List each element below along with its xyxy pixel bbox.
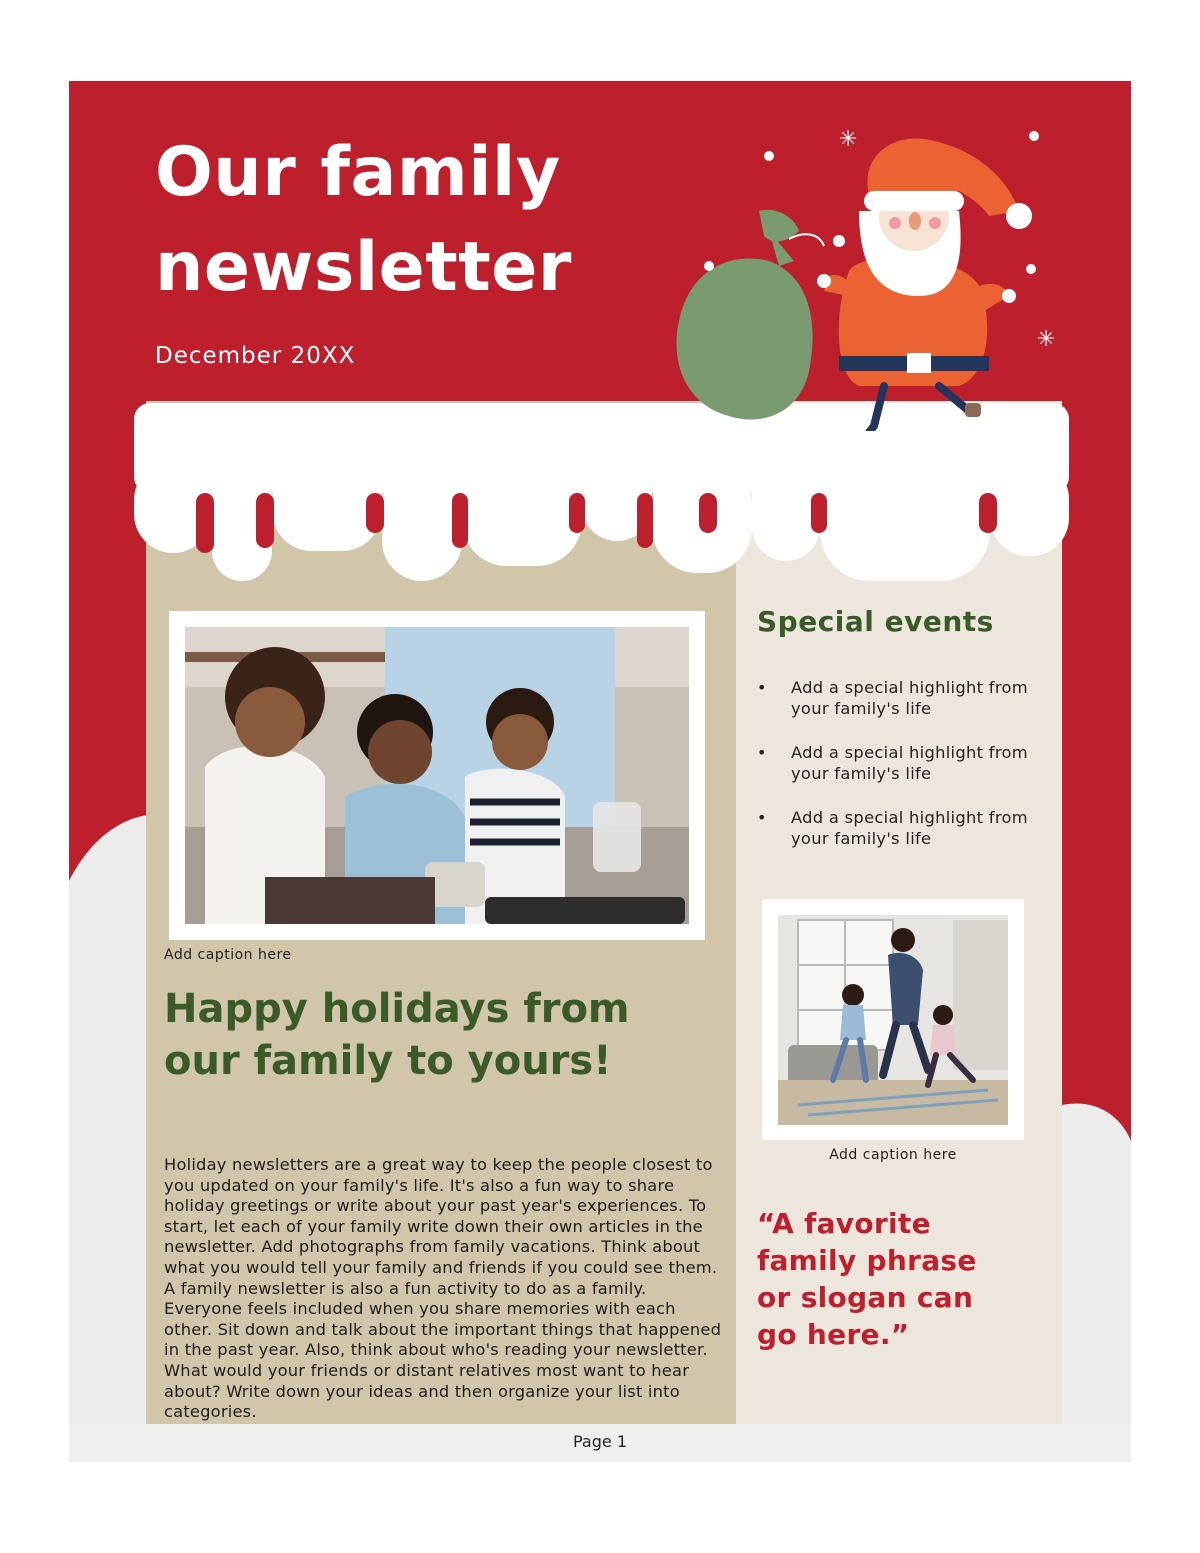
- sidebar-photo-frame: [762, 899, 1024, 1140]
- family-baking-photo: [185, 627, 689, 924]
- special-events-list: [757, 677, 1057, 872]
- list-item: • Add a special highlight from your family's life: [757, 677, 1057, 719]
- santa-illustration: [659, 121, 1079, 431]
- list-item: • Add a special highlight from your family's life: [757, 807, 1057, 849]
- sidebar-photo-caption: Add caption here: [829, 1147, 957, 1163]
- issue-date: December 20XX: [155, 343, 356, 369]
- main-photo-caption: Add caption here: [164, 947, 292, 963]
- newsletter-page: [69, 81, 1131, 1462]
- svg-text:✳: ✳: [839, 127, 858, 152]
- svg-text:✳: ✳: [1037, 327, 1056, 352]
- article-headline: Happy holidays from our family to yours!: [164, 986, 630, 1084]
- main-photo-frame: [169, 611, 705, 940]
- special-events-heading: Special events: [757, 605, 994, 638]
- list-item: • Add a special highlight from your family's life: [757, 742, 1057, 784]
- article-body: Holiday newsletters are a great way to keep the people closest to you updated on your family's life. It's also a fun way to share holiday greetings or write about your past year's experiences. To start, let each of your family write down their own articles in the newsletter. Add photographs from family vacations. Think about what you would tell your family and friends if you could see them. A family newsletter is also a fun activity to do as a family. Everyone feels included when you share memories with each other. Sit down and talk about the important things that happened in the past year. Also, think about who's reading your newsletter. What would your friends or distant relatives most want to hear about? Write down your ideas and then organize your list into categories.: [164, 1155, 722, 1422]
- page-number: Page 1: [573, 1432, 627, 1451]
- page-title: Our family newsletter: [155, 133, 572, 307]
- family-quote: “A favorite family phrase or slogan can go here.”: [757, 1207, 977, 1351]
- family-dancing-photo: [778, 915, 1008, 1125]
